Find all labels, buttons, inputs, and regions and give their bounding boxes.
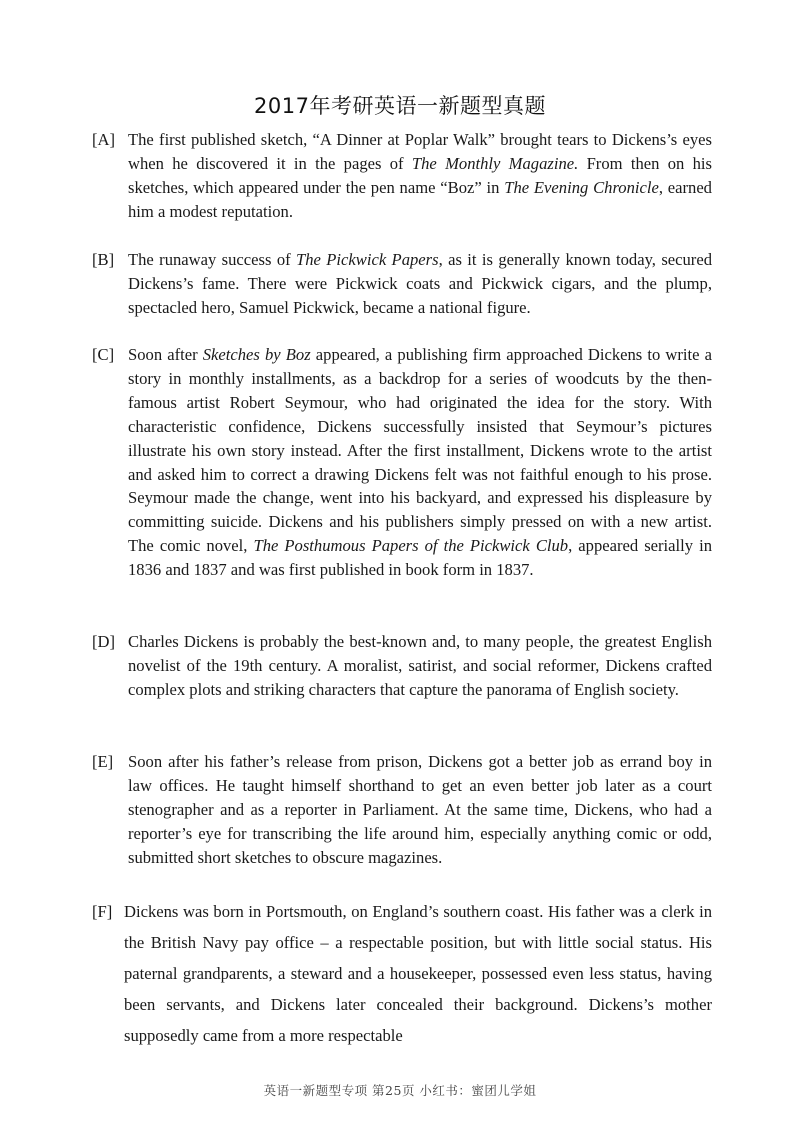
italic-title: The Posthumous Papers of the Pickwick Club (253, 536, 569, 556)
text-segment: From then on his sketches, which appeared under the pen name “Boz” in (128, 153, 712, 197)
paragraph-label: [B] (92, 250, 115, 269)
paragraph-c (92, 343, 712, 582)
text-segment: , as it is generally known today, secured Dickens’s fame. There were Pickwick coats and Pickwick cigars, and the plump, spectacled hero, Samuel Pickwick, became a national figure. (128, 250, 712, 317)
text-segment: , earned him a modest reputation. (128, 177, 712, 221)
italic-title: The Evening Chronicle (504, 177, 659, 197)
paragraph-body (128, 750, 712, 870)
italic-title: Sketches by Boz (202, 345, 311, 364)
text-segment: appeared, a publishing firm approached Dickens to write a story in monthly installments, as a backdrop for a series of woodcuts by the then-famous artist Robert Seymour, who had originated the idea for the story. With characteristic confidence, Dickens successfully insisted that Seymour’s pictures illustrate his own story instead. After the first installment, Dickens wrote to the artist and asked him to correct a drawing Dickens felt was not faithful enough to his prose. Seymour made the change, went into his backyard, and expressed his displeasure by committing suicide. Dickens and his publishers simply pressed on with a new artist. The comic novel, (128, 345, 712, 556)
paragraph-label: [D] (92, 632, 116, 651)
text-segment: The runaway success of (128, 250, 297, 269)
text-segment: Soon after his father’s release from prison, Dickens got a better job as errand boy in law offices. He taught himself shorthand to get an even better job later as a court stenographer and as a reporter in Parliament. At the same time, Dickens, who had a reporter’s eye for transcribing the life around him, especially anything comic or odd, submitted short sketches to obscure magazines. (128, 752, 712, 867)
paragraph-label: [E] (92, 752, 114, 771)
paragraph-label: [A] (92, 130, 116, 149)
paragraph-a (92, 128, 712, 224)
paragraph-f (92, 896, 712, 1051)
paragraph-label: [C] (92, 345, 115, 364)
text-segment: The first published sketch, “A Dinner at Poplar Walk” brought tears to Dickens’s eyes when he discovered it in the pages of (128, 130, 712, 173)
text-segment: Charles Dickens is probably the best-known and, to many people, the greatest English novelist of the 19th century. A moralist, satirist, and social reformer, Dickens crafted complex plots and striking characters that capture the panorama of English society. (128, 632, 712, 699)
italic-title: The Monthly Magazine. (411, 153, 579, 173)
italic-title: The Pickwick Papers (296, 250, 439, 269)
paragraph-body (128, 128, 712, 224)
text-segment: Dickens was born in Portsmouth, on England’s southern coast. His father was a clerk in the British Navy pay office – a respectable position, but with little social status. His paternal grandparents, a steward and a housekeeper, possessed even less status, having been servants, and Dickens later concealed their background. Dickens’s mother supposedly came from a more respectable (124, 902, 712, 1045)
text-segment: Soon after (128, 345, 203, 364)
paragraph-body (128, 248, 712, 320)
paragraph-body (124, 896, 712, 1051)
page-footer: 英语一新题型专项 第25页 小红书：蜜团儿学姐 (263, 1083, 537, 1098)
paragraph-e (92, 750, 712, 870)
paragraph-b (92, 248, 712, 320)
paragraph-body (128, 343, 712, 582)
text-segment: , appeared serially in 1836 and 1837 and was first published in book form in 1837. (128, 536, 712, 580)
paragraph-d (92, 630, 712, 702)
paragraph-label: [F] (92, 902, 113, 921)
paragraph-body (128, 630, 712, 702)
page-title: 2017年考研英语一新题型真题 (254, 94, 546, 119)
